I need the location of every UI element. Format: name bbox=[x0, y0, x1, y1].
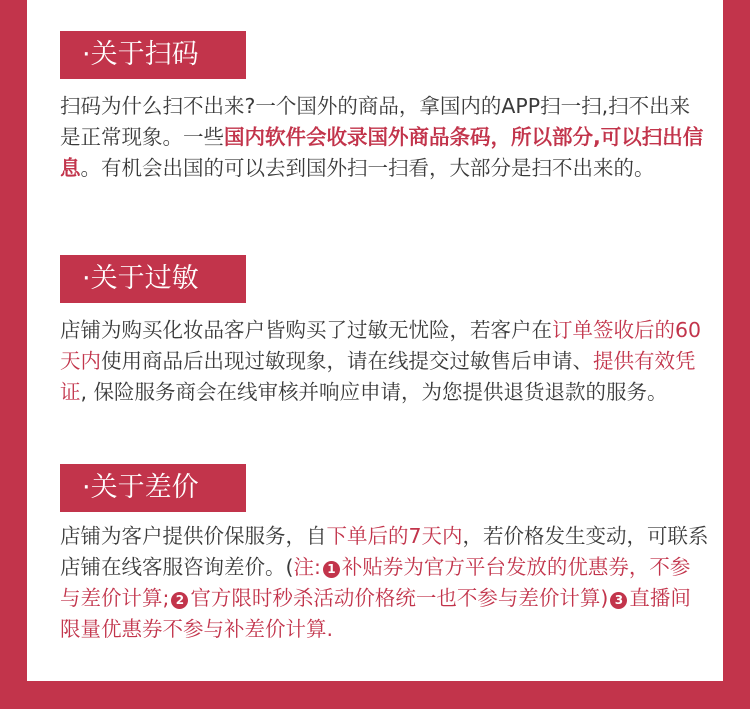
section-body-allergy bbox=[60, 315, 710, 408]
price-note-3: 直播间限量优惠券不参与补差价计算. bbox=[60, 586, 691, 641]
allergy-text-1: 店铺为购买化妆品客户皆购买了过敏无忧险，若客户在 bbox=[60, 318, 552, 342]
section-body-price-diff bbox=[60, 521, 710, 645]
price-text-1: 店铺为客户提供价保服务，自 bbox=[60, 524, 327, 548]
section-title-price-diff: ·关于差价 bbox=[60, 464, 246, 512]
allergy-text-2: 使用商品后出现过敏现象，请在线提交过敏售后申请、 bbox=[101, 349, 593, 373]
price-text-2: ，若价格发生变动，可联系店铺在线客服咨询差价。( bbox=[60, 524, 709, 579]
price-note-1: 补贴券为官方平台发放的优惠券，不参与差价计算; bbox=[60, 555, 691, 610]
allergy-highlight-2: 提供有效凭证 bbox=[60, 349, 696, 404]
price-highlight-1: 下单后的7天内 bbox=[326, 524, 463, 548]
number-badge-3: 3 bbox=[610, 592, 627, 609]
price-note-2: 官方限时秒杀活动价格统一也不参与差价计算) bbox=[190, 586, 609, 610]
section-title-allergy: ·关于过敏 bbox=[60, 255, 246, 303]
scan-text-2: 。有机会出国的可以去到国外扫一扫看，大部分是扫不出来的。 bbox=[80, 156, 655, 180]
number-badge-2: 2 bbox=[171, 592, 188, 609]
section-title-scan: ·关于扫码 bbox=[60, 31, 246, 79]
scan-text-1: 扫码为什么扫不出来?一个国外的商品，拿国内的APP扫一扫,扫不出来是正常现象。一些 bbox=[60, 94, 691, 149]
price-note-label: 注: bbox=[293, 555, 321, 579]
section-body-scan bbox=[60, 91, 710, 184]
scan-highlight: 国内软件会收录国外商品条码，所以部分,可以扫出信息 bbox=[60, 125, 704, 180]
number-badge-1: 1 bbox=[323, 561, 340, 578]
allergy-highlight-1: 订单签收后的60天内 bbox=[60, 318, 702, 373]
allergy-text-3: , 保险服务商会在线审核并响应申请，为您提供退货退款的服务。 bbox=[80, 380, 668, 404]
